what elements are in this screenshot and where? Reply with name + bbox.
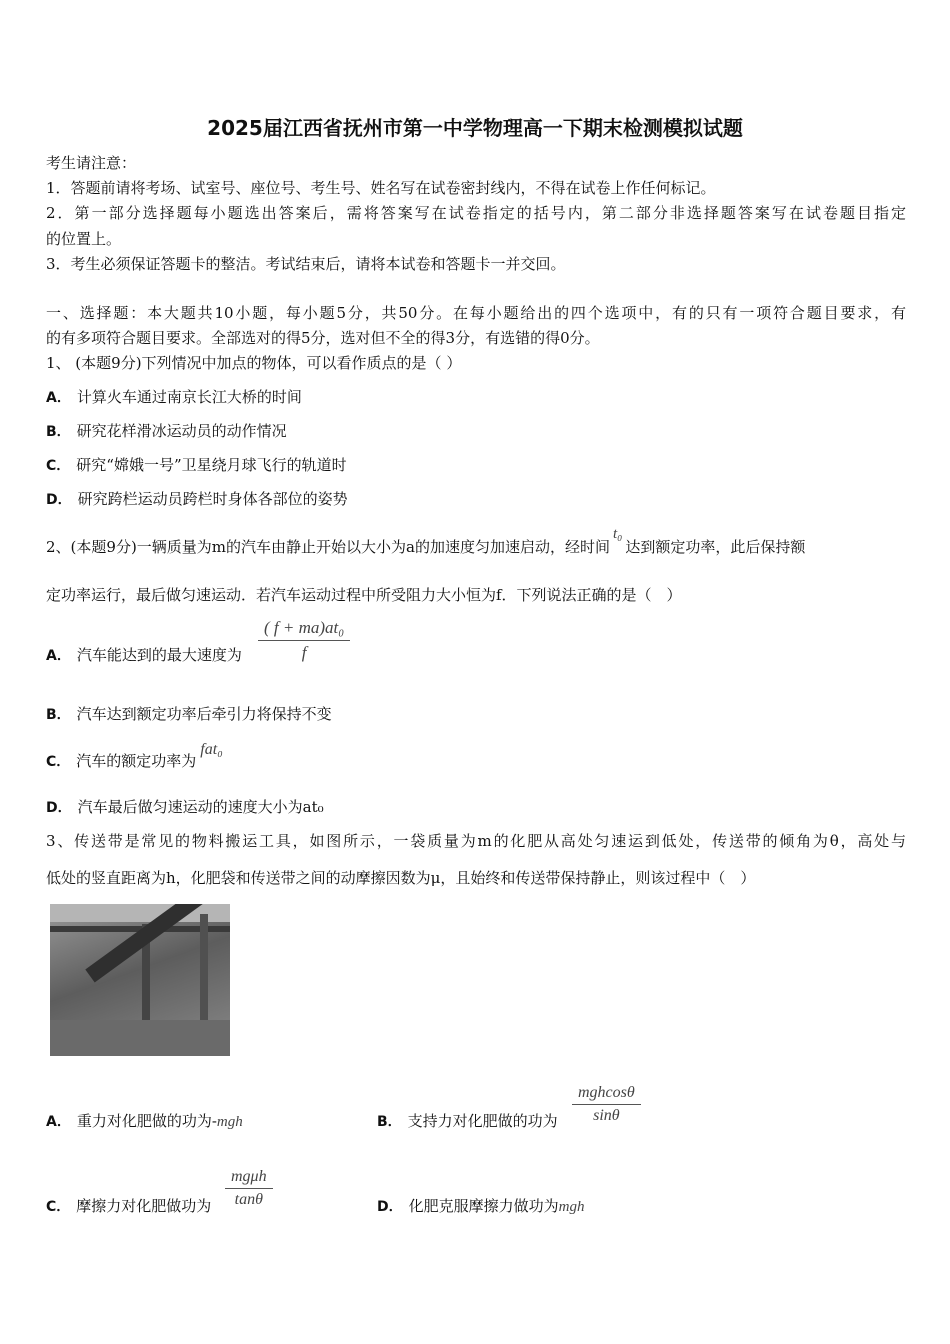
q2-stem-line-2: 定功率运行，最后做匀速运动．若汽车运动过程中所受阻力大小恒为f．下列说法正确的是（ ） (46, 586, 682, 604)
photo-ground (50, 1020, 230, 1056)
conveyor-belt-photo (50, 904, 230, 1056)
section-intro-line-1: 一、选择题：本大题共10小题，每小题5分，共50分。在每小题给出的四个选项中，有的只有一项符合题目要求，有 (46, 304, 906, 322)
q1-stem: 1、 (本题9分)下列情况中加点的物体，可以看作质点的是（ ） (46, 354, 462, 372)
q1-option-b (46, 420, 287, 441)
q2-option-a-numerator: ( f + ma)at₀ (258, 618, 350, 641)
q3-option-d-math: mgh (558, 1199, 585, 1215)
q2-option-a (46, 644, 242, 665)
q3-option-c (46, 1195, 211, 1216)
q3-option-c-text: 摩擦力对化肥做功为 (76, 1197, 212, 1215)
q2-option-b (46, 703, 332, 724)
q3-option-d-label: D． (377, 1199, 403, 1215)
q3-option-a-text: 重力对化肥做的功为- (76, 1112, 217, 1130)
q3-option-b (377, 1110, 558, 1131)
q1-option-a (46, 386, 302, 407)
q3-option-b-label: B． (377, 1114, 402, 1130)
q3-stem-line-2: 低处的竖直距离为h，化肥袋和传送带之间的动摩擦因数为μ，且始终和传送带保持静止，则该过程中（ ） (46, 869, 756, 887)
q2-option-a-text: 汽车能达到的最大速度为 (76, 646, 242, 664)
section-intro-line-2: 的有多项符合题目要求。全部选对的得5分，选对但不全的得3分，有选错的得0分。 (46, 329, 600, 347)
q1-option-c (46, 454, 347, 475)
q1-option-d-text: 研究跨栏运动员跨栏时身体各部位的姿势 (77, 490, 348, 508)
q1-option-a-label: A． (46, 390, 71, 406)
q3-option-b-denominator: sinθ (593, 1107, 620, 1124)
page-title: 2025届江西省抚州市第一中学物理高一下期末检测模拟试题 (207, 116, 743, 140)
q1-option-b-label: B． (46, 424, 71, 440)
q3-option-b-numerator: mghcosθ (572, 1084, 641, 1105)
notice-item-1: 1．答题前请将考场、试室号、座位号、考生号、姓名写在试卷密封线内，不得在试卷上作任何标记。 (46, 179, 716, 197)
q2-option-a-label: A． (46, 648, 71, 664)
notice-item-2-line-2: 的位置上。 (46, 230, 122, 248)
q2-option-a-fraction (258, 618, 350, 663)
notice-item-3: 3．考生必须保证答题卡的整洁。考试结束后，请将本试卷和答题卡一并交回。 (46, 255, 566, 273)
q2-option-b-label: B． (46, 707, 71, 723)
q2-stem-t0: t₀ (612, 526, 623, 542)
q2-option-d-label: D． (46, 800, 72, 816)
q2-option-a-denominator: f (301, 643, 307, 662)
q1-option-a-text: 计算火车通过南京长江大桥的时间 (76, 388, 302, 406)
q3-option-d-text: 化肥克服摩擦力做功为 (408, 1197, 559, 1215)
q3-option-a-label: A． (46, 1114, 71, 1130)
notice-item-2-line-1: 2．第一部分选择题每小题选出答案后，需将答案写在试卷指定的括号内，第二部分非选择题答案写在试卷题目指定 (46, 204, 906, 222)
q2-option-d-text: 汽车最后做匀速运动的速度大小为at₀ (77, 798, 324, 816)
q3-option-c-label: C． (46, 1199, 71, 1215)
q3-option-b-fraction (572, 1084, 641, 1125)
q1-option-b-text: 研究花样滑冰运动员的动作情况 (76, 422, 287, 440)
notice-heading: 考生请注意： (46, 154, 137, 172)
q1-option-d (46, 488, 348, 509)
q2-option-d (46, 796, 324, 817)
q2-option-b-text: 汽车达到额定功率后牵引力将保持不变 (76, 705, 332, 723)
q3-option-c-denominator: tanθ (234, 1191, 263, 1208)
q1-option-d-label: D． (46, 492, 72, 508)
q3-option-d (377, 1195, 584, 1216)
q2-option-c (46, 741, 223, 771)
q3-option-a (46, 1110, 243, 1131)
q3-option-c-fraction (225, 1168, 273, 1209)
q2-stem-part-2: 达到额定功率，此后保持额 (625, 538, 806, 556)
q1-option-c-text: 研究“嫦娥一号”卫星绕月球飞行的轨道时 (76, 456, 347, 474)
q3-option-a-math: mgh (216, 1114, 243, 1130)
q3-stem-line-1: 3、传送带是常见的物料搬运工具，如图所示，一袋质量为m的化肥从高处匀速运到低处，传送带的倾角为θ，高处与 (46, 832, 906, 850)
q2-option-c-text: 汽车的额定功率为 (76, 752, 197, 770)
q2-stem-line-1 (46, 526, 806, 557)
q2-option-c-math: fat₀ (200, 741, 223, 758)
q2-stem-part-1: 2、(本题9分)一辆质量为m的汽车由静止开始以大小为a的加速度匀加速启动，经时间 (46, 538, 610, 556)
q2-option-c-label: C． (46, 754, 71, 770)
q3-option-c-numerator: mgμh (225, 1168, 273, 1189)
q3-option-b-text: 支持力对化肥做的功为 (407, 1112, 558, 1130)
q1-option-c-label: C． (46, 458, 71, 474)
